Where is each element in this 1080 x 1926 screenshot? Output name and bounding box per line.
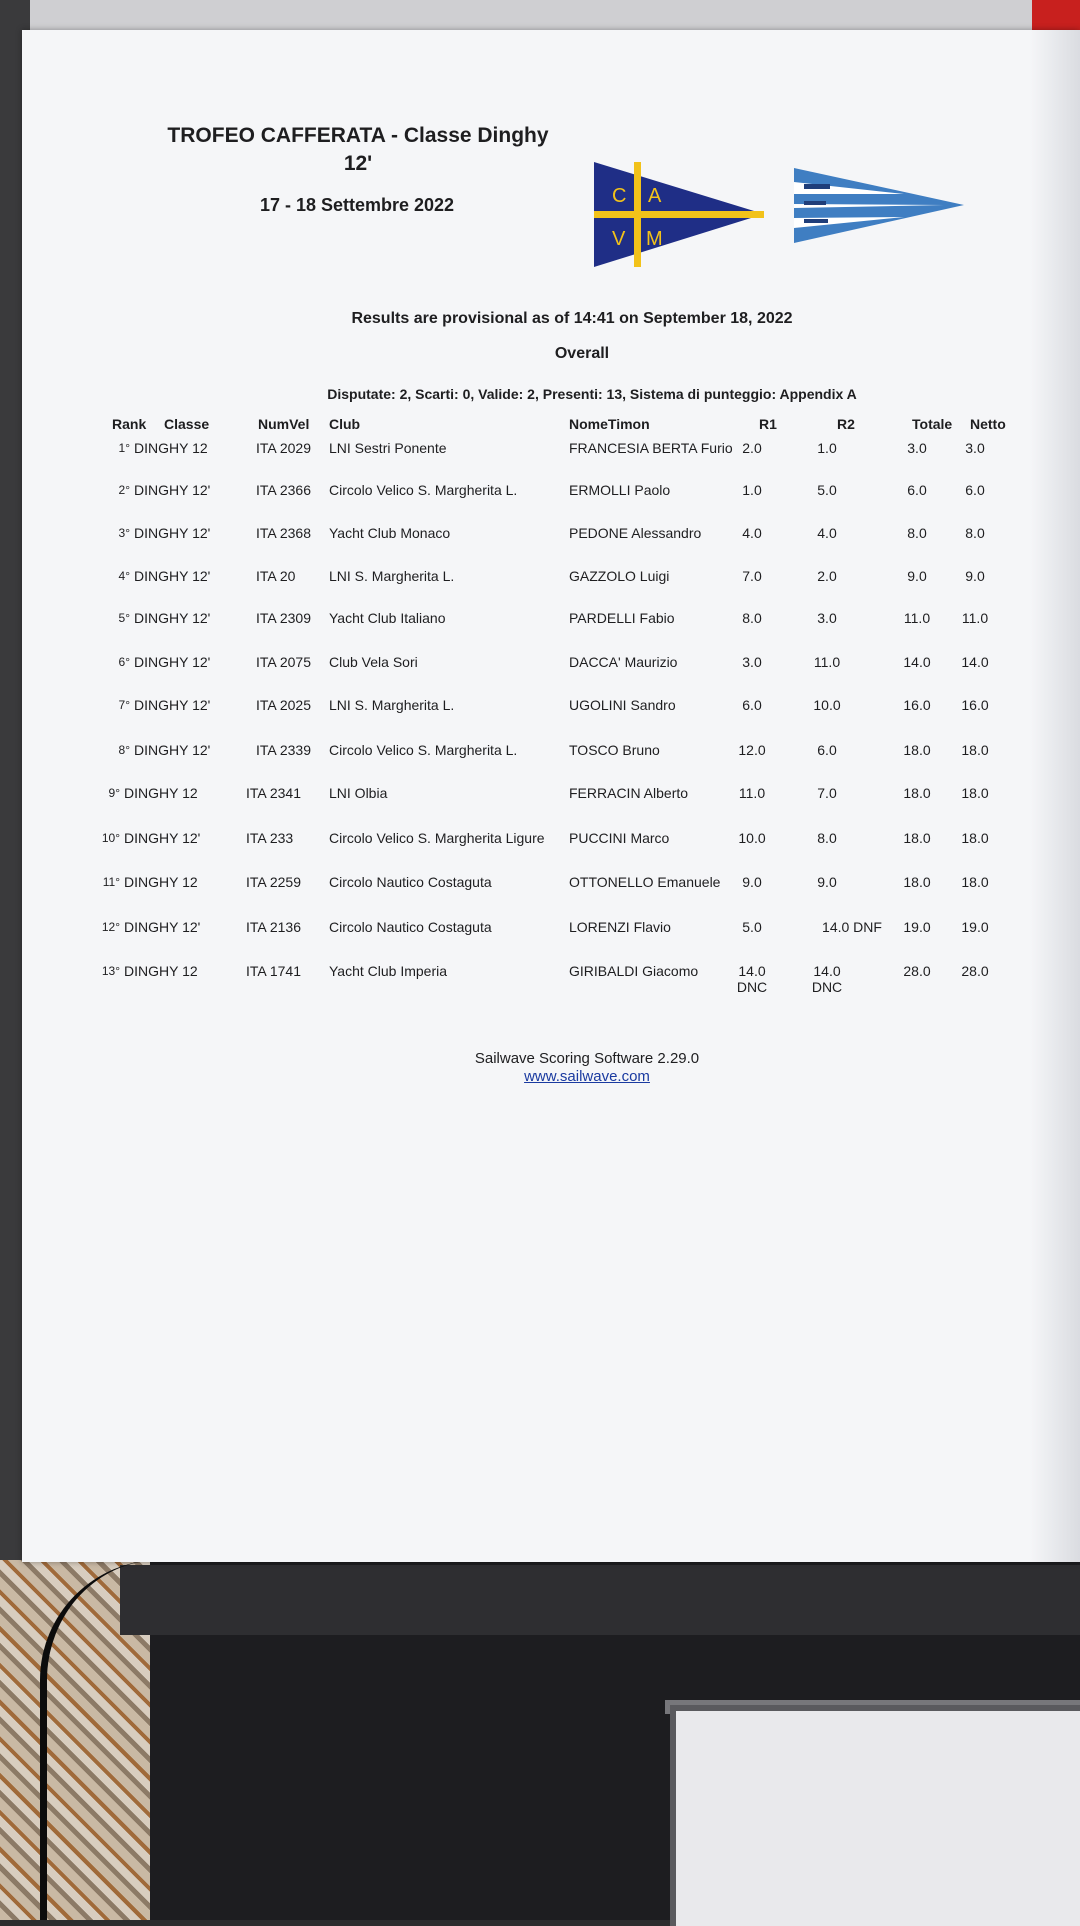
cell-r1: 14.0 DNC [736,963,768,995]
cell-totale: 18.0 [903,830,931,846]
cell-r2: 14.0 DNF [822,919,882,935]
cell-classe: DINGHY 12 [124,874,198,890]
cell-r2: 10.0 [813,697,841,713]
cell-numvel: ITA 2259 [246,874,302,890]
cell-totale: 18.0 [903,785,931,801]
cell-club: Circolo Nautico Costaguta [329,919,492,935]
cell-numvel: ITA 2029 [256,440,312,456]
table-row [22,697,1080,737]
cell-totale: 28.0 [903,963,931,979]
cell-netto: 14.0 [961,654,989,670]
cell-netto: 6.0 [965,482,985,498]
cell-totale: 9.0 [907,568,927,584]
table-row [22,440,1080,480]
cell-r2: 3.0 [817,610,837,626]
cell-club: LNI Sestri Ponente [329,440,447,456]
cell-totale: 19.0 [903,919,931,935]
cell-nome: FERRACIN Alberto [569,785,689,801]
cell-r2: 2.0 [817,568,837,584]
cell-r2: 4.0 [817,525,837,541]
cell-netto: 18.0 [961,830,989,846]
cell-classe: DINGHY 12 [124,963,198,979]
background-monitor-screen [670,1705,1080,1926]
cell-numvel: ITA 2075 [256,654,312,670]
cell-club: Yacht Club Italiano [329,610,446,626]
race-summary: Disputate: 2, Scarti: 0, Valide: 2, Presenti: 13, Sistema di punteggio: Appendix A [327,386,857,402]
cell-r1: 10.0 [738,830,766,846]
cvam-letter-a: A [648,185,662,207]
cell-nome: FRANCESIA BERTA Furio [569,440,733,456]
cell-netto: 18.0 [961,874,989,890]
cell-r2: 5.0 [817,482,837,498]
cell-totale: 14.0 [903,654,931,670]
results-sheet [22,30,1080,1562]
table-row [22,963,1080,1003]
cell-club: LNI Olbia [329,785,388,801]
cell-r1: 9.0 [742,874,762,890]
cell-rank: 8° [118,743,130,757]
cell-numvel: ITA 2309 [256,610,312,626]
event-dates: 17 - 18 Settembre 2022 [259,195,455,215]
cell-rank: 12° [101,920,120,934]
title-line-1: TROFEO CAFFERATA - Classe Dinghy [167,124,549,147]
table-row [22,568,1080,608]
cell-nome: TOSCO Bruno [569,742,660,758]
cell-r2: 11.0 [813,654,841,670]
club-pennant-logo [794,168,964,243]
cell-rank: 13° [101,964,120,978]
cell-totale: 11.0 [903,610,931,626]
cell-club: LNI S. Margherita L. [329,568,455,584]
cell-netto: 19.0 [961,919,989,935]
cell-classe: DINGHY 12' [134,525,211,541]
table-row [22,482,1080,522]
cell-classe: DINGHY 12' [134,742,211,758]
cell-classe: DINGHY 12' [134,654,211,670]
cell-classe: DINGHY 12' [124,830,201,846]
cell-club: Yacht Club Imperia [329,963,448,979]
cell-club: Circolo Nautico Costaguta [329,874,492,890]
cell-classe: DINGHY 12' [134,697,211,713]
cell-netto: 9.0 [965,568,985,584]
cell-classe: DINGHY 12' [134,610,211,626]
document-title [127,122,589,178]
cell-numvel: ITA 2366 [256,482,312,498]
cell-totale: 8.0 [907,525,927,541]
sailwave-link[interactable]: www.sailwave.com [524,1068,650,1085]
cell-rank: 6° [118,655,130,669]
cell-totale: 16.0 [903,697,931,713]
cell-nome: PARDELLI Fabio [569,610,675,626]
header-r2: R2 [837,416,855,432]
cell-numvel: ITA 2136 [246,919,302,935]
background-cable [40,1560,307,1920]
cell-nome: UGOLINI Sandro [569,697,676,713]
cell-numvel: ITA 2368 [256,525,312,541]
cell-r1: 2.0 [742,440,762,456]
cell-rank: 4° [118,569,130,583]
cell-r1: 1.0 [742,482,762,498]
cell-totale: 3.0 [907,440,927,456]
cell-r1: 3.0 [742,654,762,670]
table-row [22,919,1080,959]
cell-numvel: ITA 2341 [246,785,302,801]
cell-numvel: ITA 2339 [256,742,312,758]
cell-totale: 18.0 [903,874,931,890]
provisional-notice: Results are provisional as of 14:41 on September 18, 2022 [351,310,793,327]
cell-nome: ERMOLLI Paolo [569,482,671,498]
cell-classe: DINGHY 12 [134,440,208,456]
cell-classe: DINGHY 12' [124,919,201,935]
cell-r1: 4.0 [742,525,762,541]
cell-r2: 14.0 DNC [811,963,843,995]
cell-numvel: ITA 20 [256,568,296,584]
cell-nome: OTTONELLO Emanuele [569,874,721,890]
header-r1: R1 [759,416,777,432]
table-row [22,610,1080,650]
cell-nome: PEDONE Alessandro [569,525,702,541]
cvam-letter-m: M [646,228,663,250]
cell-r2: 8.0 [817,830,837,846]
cell-club: Circolo Velico S. Margherita L. [329,742,518,758]
cell-rank: 2° [118,483,130,497]
table-row [22,742,1080,782]
cell-nome: GAZZOLO Luigi [569,568,670,584]
software-credit: Sailwave Scoring Software 2.29.0 [474,1050,700,1067]
cell-r2: 9.0 [817,874,837,890]
cell-totale: 18.0 [903,742,931,758]
header-rank: Rank [112,416,147,432]
cell-nome: LORENZI Flavio [569,919,671,935]
cell-numvel: ITA 2025 [256,697,312,713]
cell-rank: 9° [108,786,120,800]
cell-rank: 11° [102,875,120,889]
cell-club: Circolo Velico S. Margherita Ligure [329,830,545,846]
cell-rank: 3° [118,526,130,540]
cell-r1: 8.0 [742,610,762,626]
cell-club: LNI S. Margherita L. [329,697,455,713]
cell-r1: 6.0 [742,697,762,713]
cell-r2: 1.0 [817,440,837,456]
cell-r1: 11.0 [738,785,766,801]
cell-netto: 3.0 [965,440,985,456]
cell-totale: 6.0 [907,482,927,498]
header-club: Club [329,416,361,432]
overall-heading: Overall [554,345,610,362]
cell-club: Circolo Velico S. Margherita L. [329,482,518,498]
cell-netto: 16.0 [961,697,989,713]
cell-r1: 7.0 [742,568,762,584]
cell-rank: 10° [101,831,120,845]
cell-netto: 28.0 [961,963,989,979]
cvam-letter-c: C [612,185,627,207]
header-nometimon: NomeTimon [569,416,650,432]
cell-netto: 18.0 [961,742,989,758]
cell-nome: DACCA' Maurizio [569,654,678,670]
cell-rank: 5° [118,611,130,625]
cell-netto: 8.0 [965,525,985,541]
cell-nome: PUCCINI Marco [569,830,670,846]
header-netto: Netto [970,416,1006,432]
header-totale: Totale [912,416,953,432]
cell-nome: GIRIBALDI Giacomo [569,963,699,979]
cell-r2: 7.0 [817,785,837,801]
cell-classe: DINGHY 12' [134,568,211,584]
table-row [22,525,1080,565]
header-numvel: NumVel [258,416,310,432]
cvam-letter-v: V [612,228,626,250]
cell-netto: 18.0 [961,785,989,801]
cell-classe: DINGHY 12' [134,482,211,498]
cell-classe: DINGHY 12 [124,785,198,801]
title-line-2: 12' [343,152,373,175]
cell-club: Club Vela Sori [329,654,418,670]
table-row [22,830,1080,870]
table-row [22,785,1080,825]
header-classe: Classe [164,416,210,432]
cell-numvel: ITA 233 [246,830,294,846]
cell-r1: 12.0 [738,742,766,758]
table-row [22,874,1080,914]
cell-r1: 5.0 [742,919,762,935]
cell-rank: 1° [118,441,130,455]
cell-club: Yacht Club Monaco [329,525,451,541]
cvam-pennant-logo [594,162,764,267]
cell-numvel: ITA 1741 [246,963,302,979]
table-row [22,654,1080,694]
cell-netto: 11.0 [961,610,989,626]
cell-rank: 7° [118,698,130,712]
cell-r2: 6.0 [817,742,837,758]
